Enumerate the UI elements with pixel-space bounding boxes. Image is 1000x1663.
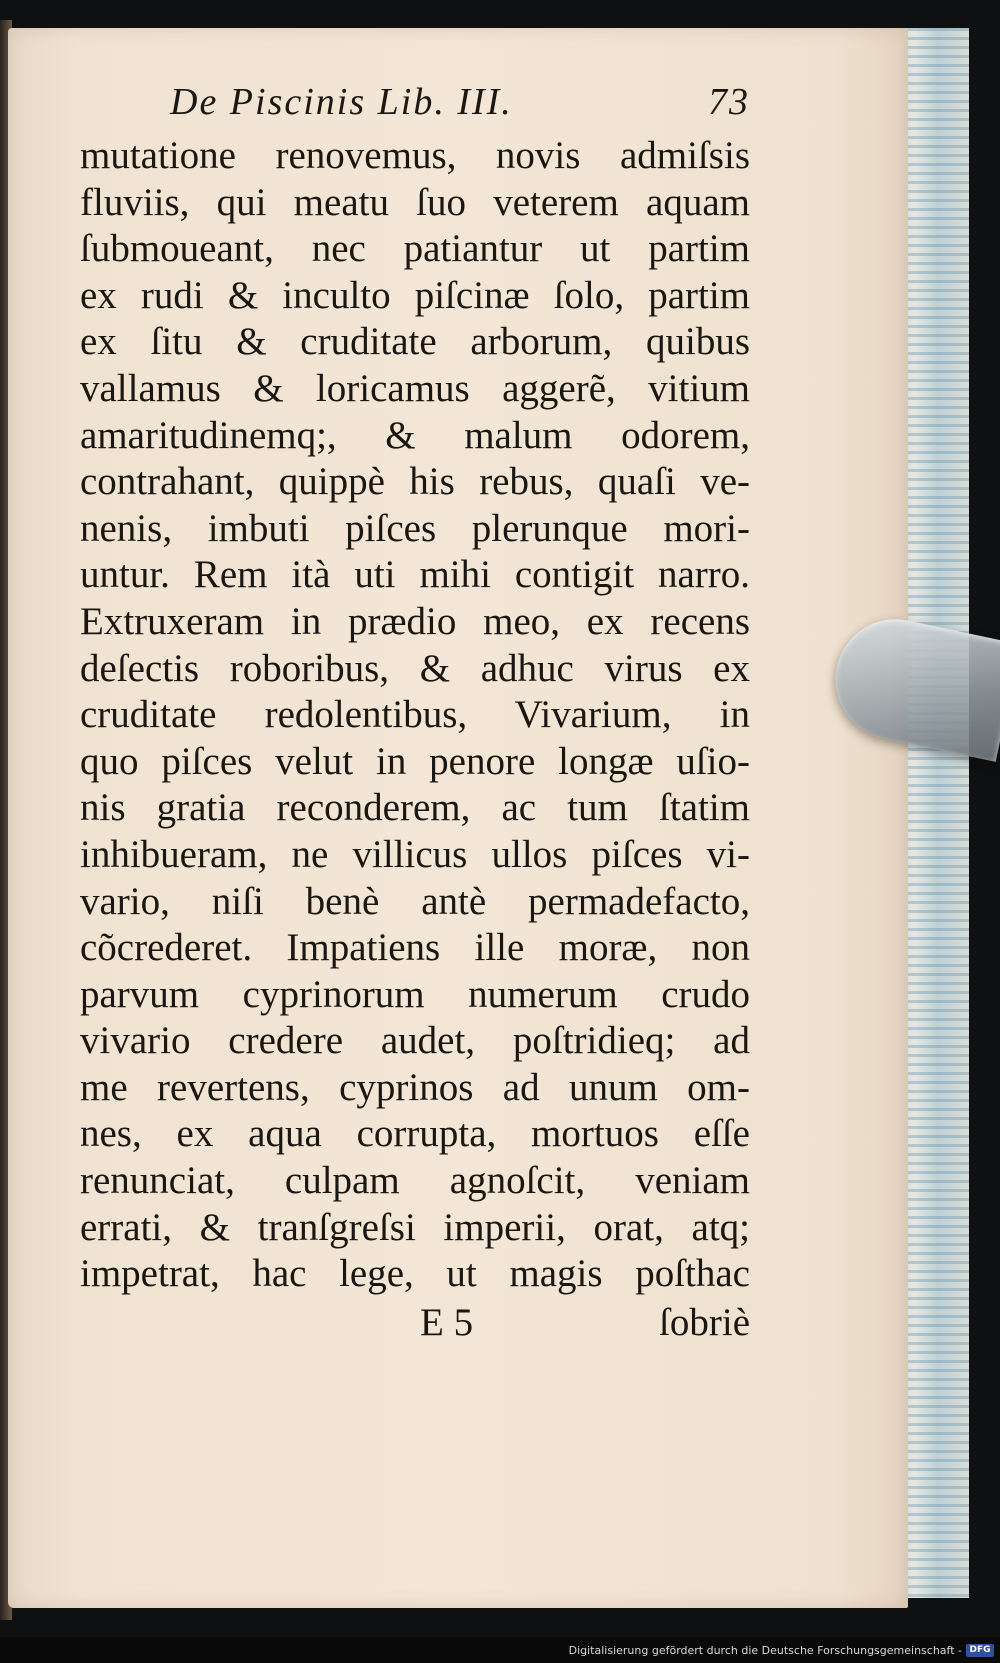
text-line: nis gratia reconderem, ac tum ſtatim <box>80 786 750 830</box>
text-line: quo piſces velut in penore longæ uſio- <box>80 739 750 783</box>
text-line: nes, ex aqua corrupta, mortuos eſſe <box>80 1112 750 1156</box>
text-line: renunciat, culpam agnoſcit, veniam <box>80 1159 750 1203</box>
page-header <box>170 80 750 130</box>
text-line: deſectis roboribus, & adhuc virus ex <box>80 646 750 690</box>
text-line: vivario credere audet, poſtridieq; ad <box>80 1019 750 1063</box>
text-line: inhibueram, ne villicus ullos piſces vi- <box>80 832 750 876</box>
text-line: contrahant, quippè his rebus, quaſi ve- <box>80 460 750 504</box>
text-line: fluviis, qui meatu ſuo veterem aquam <box>80 180 750 224</box>
text-line: cõcrederet. Impatiens ille moræ, non <box>80 926 750 970</box>
text-line: vario, niſi benè antè permadefacto, <box>80 879 750 923</box>
text-line: vallamus & loricamus aggerẽ, vitium <box>80 366 750 410</box>
text-line: me revertens, cyprinos ad unum om- <box>80 1065 750 1109</box>
signature-mark: E 5 <box>420 1301 474 1344</box>
running-head: De Piscinis Lib. III. <box>170 81 513 123</box>
body-text <box>80 133 760 1298</box>
funding-credit: Digitalisierung gefördert durch die Deutsche Forschungsgemeinschaft - <box>568 1644 962 1657</box>
text-line: ſubmoueant, nec patiantur ut partim <box>80 227 750 271</box>
text-line: amaritudinemq;, & malum odorem, <box>80 413 750 457</box>
page-number: 73 <box>708 81 750 123</box>
text-line: ex ſitu & cruditate arborum, quibus <box>80 320 750 364</box>
credit-bar <box>0 1637 1000 1663</box>
text-line: Extruxeram in prædio meo, ex recens <box>80 599 750 643</box>
catchword: ſobriè <box>659 1301 750 1344</box>
text-line: impetrat, hac lege, ut magis poſthac <box>80 1252 750 1296</box>
dfg-logo-icon: DFG <box>966 1644 994 1657</box>
text-line: ex rudi & inculto piſcinæ ſolo, partim <box>80 273 750 317</box>
text-line: parvum cyprinorum numerum crudo <box>80 972 750 1016</box>
text-line: mutatione renovemus, novis admiſsis <box>80 134 750 177</box>
text-line: errati, & tranſgreſsi imperii, orat, atq; <box>80 1205 750 1249</box>
page-footer <box>80 1300 750 1350</box>
text-line: untur. Rem ità uti mihi contigit narro. <box>80 553 750 597</box>
text-line: cruditate redolentibus, Vivarium, in <box>80 693 750 737</box>
text-line: nenis, imbuti piſces plerunque mori- <box>80 506 750 550</box>
